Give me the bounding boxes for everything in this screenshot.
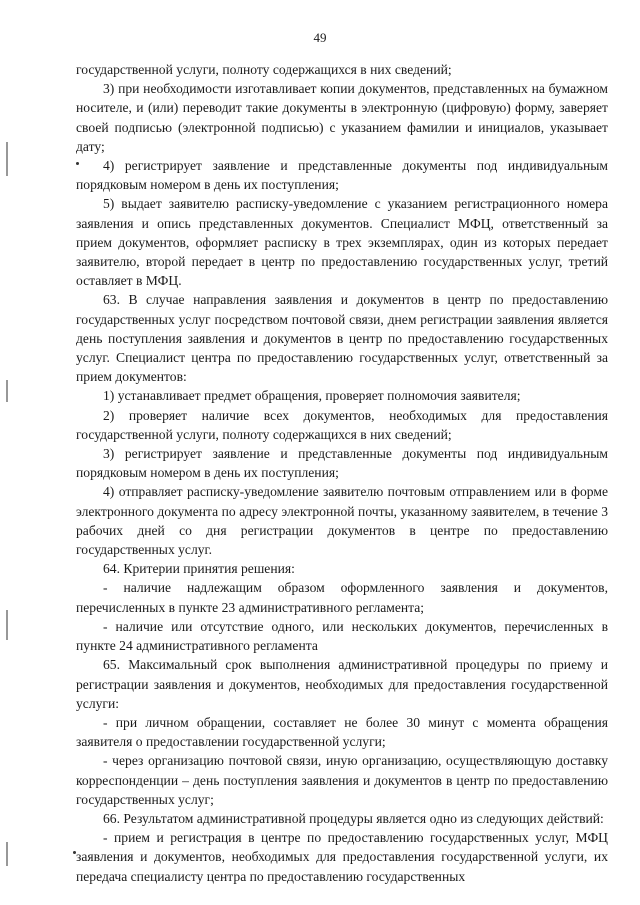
paragraph-item-3: 3) при необходимости изготавливает копии документов, представленных на бумажном носителе, и (или) переводит такие документы в электронную (цифровую) форму, заверяет своей подписью (электронной подписью) с указанием фамилии и инициалов, указывает дату; [76, 81, 608, 154]
paragraph-64-criterion-2: - наличие или отсутствие одного, или нескольких документов, перечисленных в пункте 24 административного регламента [76, 618, 608, 654]
scan-edge-mark [6, 380, 8, 402]
page-number: 49 [313, 30, 327, 45]
document-body [76, 60, 608, 886]
paragraph-item-4: 4) регистрирует заявление и представленные документы под индивидуальным порядковым номером в день их поступления; [76, 158, 608, 193]
paragraph-64-criterion-1: - наличие надлежащим образом оформленного заявления и документов, перечисленных в пункте 23 административного регламента; [76, 580, 608, 615]
paragraph-65-postal: - через организацию почтовой связи, иную организацию, осуществляющую доставку корреспонденции – день поступления заявления и документов в центр по предоставлению государственных услуг; [76, 753, 608, 807]
scan-speck [76, 162, 79, 165]
paragraph-63-item-4: 4) отправляет расписку-уведомление заявителю почтовым отправлением или в форме электронного документа по адресу электронной почты, указанному заявителем, в течение 3 рабочих дней со дня регистрации документов в центре по предоставлению государственных услуг. [76, 484, 608, 558]
paragraph-63-item-2: 2) проверяет наличие всех документов, необходимых для предоставления государственной услуги, полноту содержащихся в них сведений; [76, 407, 608, 442]
paragraph-section-66: 66. Результатом административной процедуры является одно из следующих действий: [103, 810, 604, 826]
paragraph-65-personal: - при личном обращении, составляет не более 30 минут с момента обращения заявителя о предоставлении государственной услуги; [76, 714, 608, 750]
scan-edge-mark [6, 610, 8, 640]
paragraph-section-64: 64. Критерии принятия решения: [103, 561, 295, 577]
paragraph-66-result-1: - прием и регистрация в центре по предоставлению государственных услуг, МФЦ заявления и документов, необходимых для предоставления государственной услуги, их передача специалисту центра по предоставлению государственных [76, 830, 608, 884]
paragraph-63-item-3: 3) регистрирует заявление и представленные документы под индивидуальным порядковым номером в день их поступления; [76, 446, 608, 481]
scan-edge-mark [6, 142, 8, 176]
paragraph-section-63: 63. В случае направления заявления и документов в центр по предоставлению государственных услуг посредством почтовой связи, днем регистрации заявления является день поступления заявления и документов в центр по предоставлению государственных услуг. Специалист центра по предоставлению государственных услуг, ответственный за прием документов: [76, 292, 608, 385]
paragraph-section-65: 65. Максимальный срок выполнения административной процедуры по приему и регистрации заявления и документов, необходимых для предоставления государственной услуги: [76, 657, 608, 711]
paragraph-continuation: государственной услуги, полноту содержащихся в них сведений; [76, 62, 452, 77]
paragraph-63-item-1: 1) устанавливает предмет обращения, проверяет полномочия заявителя; [103, 388, 521, 404]
paragraph-item-5: 5) выдает заявителю расписку-уведомление с указанием регистрационного номера заявления и опись представленных документов. Специалист МФЦ, ответственный за прием документов, оформляет расписку в трех экземплярах, один из которых передает заявителю, второй передает в центр по предоставлению государственных услуг, третий оставляет в МФЦ. [76, 196, 608, 289]
scan-speck [73, 851, 76, 854]
scan-edge-mark [6, 842, 8, 866]
